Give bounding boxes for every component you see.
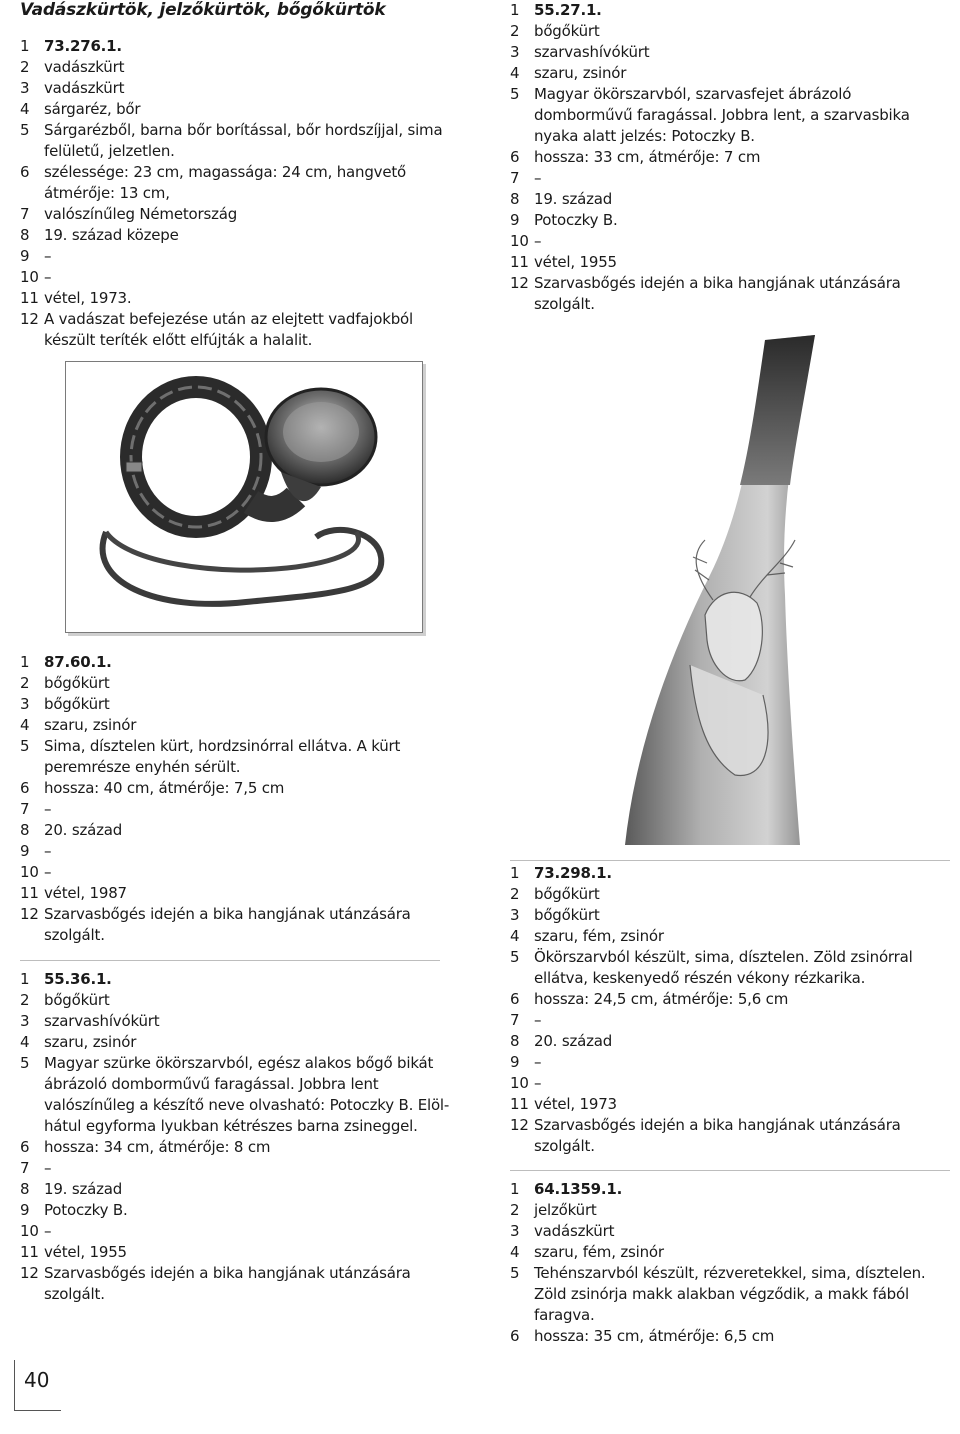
field-value: Potoczky B.	[534, 211, 618, 229]
field-number: 12	[20, 905, 39, 923]
field-number: 3	[20, 695, 30, 713]
entry-line	[510, 1200, 950, 1221]
field-number: 3	[20, 1012, 30, 1030]
entry-line	[510, 84, 950, 147]
field-value: hossza: 34 cm, átmérője: 8 cm	[44, 1138, 271, 1156]
field-value: –	[534, 232, 542, 250]
field-number: 11	[510, 1095, 529, 1113]
field-number: 4	[510, 927, 520, 945]
entry-line	[20, 1011, 460, 1032]
field-value: szarvashívókürt	[534, 43, 650, 61]
inventory-number: 73.276.1.	[44, 37, 122, 55]
entry-line	[20, 288, 460, 309]
field-number: 4	[510, 64, 520, 82]
entry-line	[20, 246, 460, 267]
entry-line	[510, 947, 950, 989]
field-number: 3	[20, 79, 30, 97]
hunting-horn-photo	[65, 361, 423, 633]
field-value: –	[44, 268, 52, 286]
entry-line	[510, 273, 950, 315]
entry-line	[510, 1094, 950, 1115]
field-value: vétel, 1987	[44, 884, 127, 902]
entry-line	[510, 884, 950, 905]
entry-line	[510, 1073, 950, 1094]
field-value: vétel, 1973	[534, 1095, 617, 1113]
entry-line	[510, 905, 950, 926]
field-number: 5	[510, 948, 520, 966]
field-value: bőgőkürt	[44, 695, 110, 713]
field-value: vétel, 1955	[44, 1243, 127, 1261]
inventory-number: 55.27.1.	[534, 1, 602, 19]
entry-line	[20, 673, 460, 694]
field-value: Sima, dísztelen kürt, hordzsinórral ellátva. A kürt peremrésze enyhén sérült.	[44, 737, 401, 776]
entry-line	[510, 1010, 950, 1031]
field-number: 3	[510, 906, 520, 924]
field-number: 4	[20, 1033, 30, 1051]
field-value: hossza: 40 cm, átmérője: 7,5 cm	[44, 779, 285, 797]
entry-line	[20, 883, 460, 904]
field-value: hossza: 35 cm, átmérője: 6,5 cm	[534, 1327, 775, 1345]
entry-line	[510, 1115, 950, 1157]
entry-line	[20, 1137, 460, 1158]
field-value: Szarvasbőgés idején a bika hangjának utánzására szolgált.	[44, 905, 411, 944]
carved-horn-photo	[495, 335, 960, 855]
field-number: 2	[510, 1201, 520, 1219]
field-number: 10	[20, 1222, 39, 1240]
field-value: bőgőkürt	[534, 906, 600, 924]
field-value: vadászkürt	[44, 79, 125, 97]
field-value: szélessége: 23 cm, magassága: 24 cm, hangvető átmérője: 13 cm,	[44, 163, 407, 202]
field-number: 10	[510, 1074, 529, 1092]
field-value: bőgőkürt	[534, 22, 600, 40]
entry-line	[20, 1032, 460, 1053]
field-number: 10	[20, 268, 39, 286]
field-number: 3	[510, 1222, 520, 1240]
entry-line	[20, 736, 460, 778]
field-number: 2	[20, 674, 30, 692]
entry-line	[20, 969, 460, 990]
inventory-number: 87.60.1.	[44, 653, 112, 671]
entry-line	[510, 0, 950, 21]
field-value: Magyar szürke ökörszarvból, egész alakos bőgő bikát ábrázoló domborművű faragással. Jobbra lent valószínűleg a készítő neve olvasható: Potoczky B. Elöl-hátul egyforma lyukban kétrészes barna zsineggel.	[44, 1054, 450, 1135]
field-value: szaru, fém, zsinór	[534, 927, 664, 945]
field-value: szaru, zsinór	[44, 1033, 137, 1051]
entry-line	[510, 926, 950, 947]
entry-line	[20, 715, 460, 736]
field-value: –	[44, 800, 52, 818]
field-number: 2	[20, 991, 30, 1009]
field-number: 8	[20, 821, 30, 839]
field-number: 8	[510, 1032, 520, 1050]
field-number: 8	[20, 1180, 30, 1198]
field-number: 5	[510, 85, 520, 103]
entry-line	[20, 1200, 460, 1221]
hunting-horn-illustration	[66, 362, 422, 632]
entry-line	[20, 799, 460, 820]
field-number: 10	[510, 232, 529, 250]
field-value: vétel, 1955	[534, 253, 617, 271]
entry-line	[20, 36, 460, 57]
field-number: 6	[510, 990, 520, 1008]
field-value: Szarvasbőgés idején a bika hangjának utánzására szolgált.	[44, 1264, 411, 1303]
field-number: 11	[510, 253, 529, 271]
entry-line	[20, 1242, 460, 1263]
field-value: Ökörszarvból készült, sima, dísztelen. Zöld zsinórral ellátva, keskenyedő részén vékony rézkarika.	[534, 948, 913, 987]
field-value: jelzőkürt	[534, 1201, 597, 1219]
page-number: 40	[24, 1368, 50, 1392]
field-value: –	[44, 842, 52, 860]
entry-line	[20, 990, 460, 1011]
carved-horn-illustration	[495, 335, 960, 855]
entry-line	[510, 1052, 950, 1073]
field-number: 10	[20, 863, 39, 881]
field-number: 4	[20, 716, 30, 734]
field-number: 1	[510, 1180, 520, 1198]
field-value: szaru, zsinór	[44, 716, 137, 734]
field-value: –	[44, 863, 52, 881]
entry-line	[20, 820, 460, 841]
inventory-number: 55.36.1.	[44, 970, 112, 988]
field-number: 5	[20, 737, 30, 755]
field-value: bőgőkürt	[44, 674, 110, 692]
field-value: –	[44, 247, 52, 265]
field-value: Szarvasbőgés idején a bika hangjának utánzására szolgált.	[534, 274, 901, 313]
field-number: 12	[20, 310, 39, 328]
field-number: 3	[510, 43, 520, 61]
field-number: 4	[20, 100, 30, 118]
field-number: 7	[20, 1159, 30, 1177]
entry-line	[510, 1179, 950, 1200]
field-number: 6	[510, 1327, 520, 1345]
field-number: 5	[510, 1264, 520, 1282]
catalog-entry	[20, 969, 460, 1305]
field-value: szaru, zsinór	[534, 64, 627, 82]
field-value: 19. század közepe	[44, 226, 179, 244]
field-number: 1	[20, 970, 30, 988]
field-number: 2	[510, 885, 520, 903]
entry-line	[20, 57, 460, 78]
field-number: 9	[20, 842, 30, 860]
entry-line	[20, 652, 460, 673]
field-value: 20. század	[44, 821, 123, 839]
entry-line	[510, 1031, 950, 1052]
field-number: 7	[20, 205, 30, 223]
entry-line	[20, 204, 460, 225]
entry-line	[510, 63, 950, 84]
field-value: szaru, fém, zsinór	[534, 1243, 664, 1261]
field-value: vadászkürt	[534, 1222, 615, 1240]
field-number: 9	[510, 1053, 520, 1071]
field-number: 12	[510, 1116, 529, 1134]
field-number: 9	[20, 247, 30, 265]
field-number: 6	[20, 1138, 30, 1156]
field-value: sárgaréz, bőr	[44, 100, 141, 118]
entry-line	[20, 841, 460, 862]
entry-line	[20, 1179, 460, 1200]
field-number: 8	[510, 190, 520, 208]
field-number: 6	[20, 779, 30, 797]
entry-line	[510, 147, 950, 168]
field-number: 2	[20, 58, 30, 76]
field-value: A vadászat befejezése után az elejtett vadfajokból készült teríték előtt elfújták a halalit.	[44, 310, 413, 349]
field-value: Sárgarézből, barna bőr borítással, bőr hordszíjjal, sima felületű, jelzetlen.	[44, 121, 443, 160]
entry-line	[20, 99, 460, 120]
entry-line	[510, 252, 950, 273]
entry-line	[20, 1221, 460, 1242]
field-number: 1	[510, 1, 520, 19]
field-value: vadászkürt	[44, 58, 125, 76]
inventory-number: 73.298.1.	[534, 864, 612, 882]
field-value: –	[534, 1053, 542, 1071]
entry-line	[20, 1158, 460, 1179]
entry-line	[20, 225, 460, 246]
entry-line	[20, 1053, 460, 1137]
field-value: Tehénszarvból készült, rézveretekkel, sima, dísztelen. Zöld zsinórja makk alakban végződik, a makk fából faragva.	[534, 1264, 926, 1324]
entry-line	[20, 778, 460, 799]
divider	[510, 1170, 950, 1171]
entry-line	[510, 989, 950, 1010]
field-number: 1	[20, 653, 30, 671]
field-value: –	[534, 1011, 542, 1029]
field-value: Magyar ökörszarvból, szarvasfejet ábrázoló domborművű faragással. Jobbra lent, a szarvasbika nyaka alatt jelzés: Potoczky B.	[534, 85, 910, 145]
field-number: 6	[510, 148, 520, 166]
field-number: 11	[20, 884, 39, 902]
entry-line	[510, 863, 950, 884]
field-number: 5	[20, 121, 30, 139]
catalog-entry	[20, 652, 460, 946]
field-value: szarvashívókürt	[44, 1012, 160, 1030]
field-number: 4	[510, 1243, 520, 1261]
field-value: bőgőkürt	[44, 991, 110, 1009]
field-number: 6	[20, 163, 30, 181]
entry-line	[510, 1242, 950, 1263]
field-value: –	[534, 1074, 542, 1092]
field-number: 8	[20, 226, 30, 244]
field-value: 20. század	[534, 1032, 613, 1050]
entry-line	[20, 1263, 460, 1305]
field-number: 2	[510, 22, 520, 40]
field-number: 1	[510, 864, 520, 882]
entry-line	[20, 78, 460, 99]
entry-line	[510, 168, 950, 189]
entry-line	[20, 904, 460, 946]
field-number: 9	[20, 1201, 30, 1219]
entry-line	[510, 1326, 950, 1347]
field-value: valószínűleg Németország	[44, 205, 238, 223]
field-value: 19. század	[534, 190, 613, 208]
field-value: –	[44, 1159, 52, 1177]
entry-line	[20, 862, 460, 883]
entry-line	[20, 267, 460, 288]
field-number: 11	[20, 289, 39, 307]
field-number: 1	[20, 37, 30, 55]
entry-line	[20, 120, 460, 162]
field-number: 7	[510, 169, 520, 187]
field-value: hossza: 33 cm, átmérője: 7 cm	[534, 148, 761, 166]
catalog-entry	[510, 0, 950, 315]
field-number: 7	[510, 1011, 520, 1029]
entry-line	[20, 162, 460, 204]
field-number: 7	[20, 800, 30, 818]
inventory-number: 64.1359.1.	[534, 1180, 623, 1198]
entry-line	[510, 21, 950, 42]
field-number: 11	[20, 1243, 39, 1261]
entry-line	[20, 309, 460, 351]
entry-line	[510, 210, 950, 231]
field-value: 19. század	[44, 1180, 123, 1198]
field-number: 12	[510, 274, 529, 292]
divider	[510, 860, 950, 861]
field-value: vétel, 1973.	[44, 289, 132, 307]
field-number: 5	[20, 1054, 30, 1072]
entry-line	[510, 1263, 950, 1326]
field-number: 12	[20, 1264, 39, 1282]
field-value: bőgőkürt	[534, 885, 600, 903]
catalog-entry	[510, 1179, 950, 1347]
field-value: hossza: 24,5 cm, átmérője: 5,6 cm	[534, 990, 789, 1008]
entry-line	[510, 231, 950, 252]
entry-line	[510, 189, 950, 210]
divider	[20, 960, 440, 961]
page-title: Vadászkürtök, jelzőkürtök, bőgőkürtök	[20, 0, 386, 20]
entry-line	[20, 694, 460, 715]
field-value: Potoczky B.	[44, 1201, 128, 1219]
entry-line	[510, 42, 950, 63]
field-value: Szarvasbőgés idején a bika hangjának utánzására szolgált.	[534, 1116, 901, 1155]
entry-line	[510, 1221, 950, 1242]
field-number: 9	[510, 211, 520, 229]
catalog-entry	[20, 36, 460, 351]
catalog-entry	[510, 863, 950, 1157]
field-value: –	[44, 1222, 52, 1240]
field-value: –	[534, 169, 542, 187]
